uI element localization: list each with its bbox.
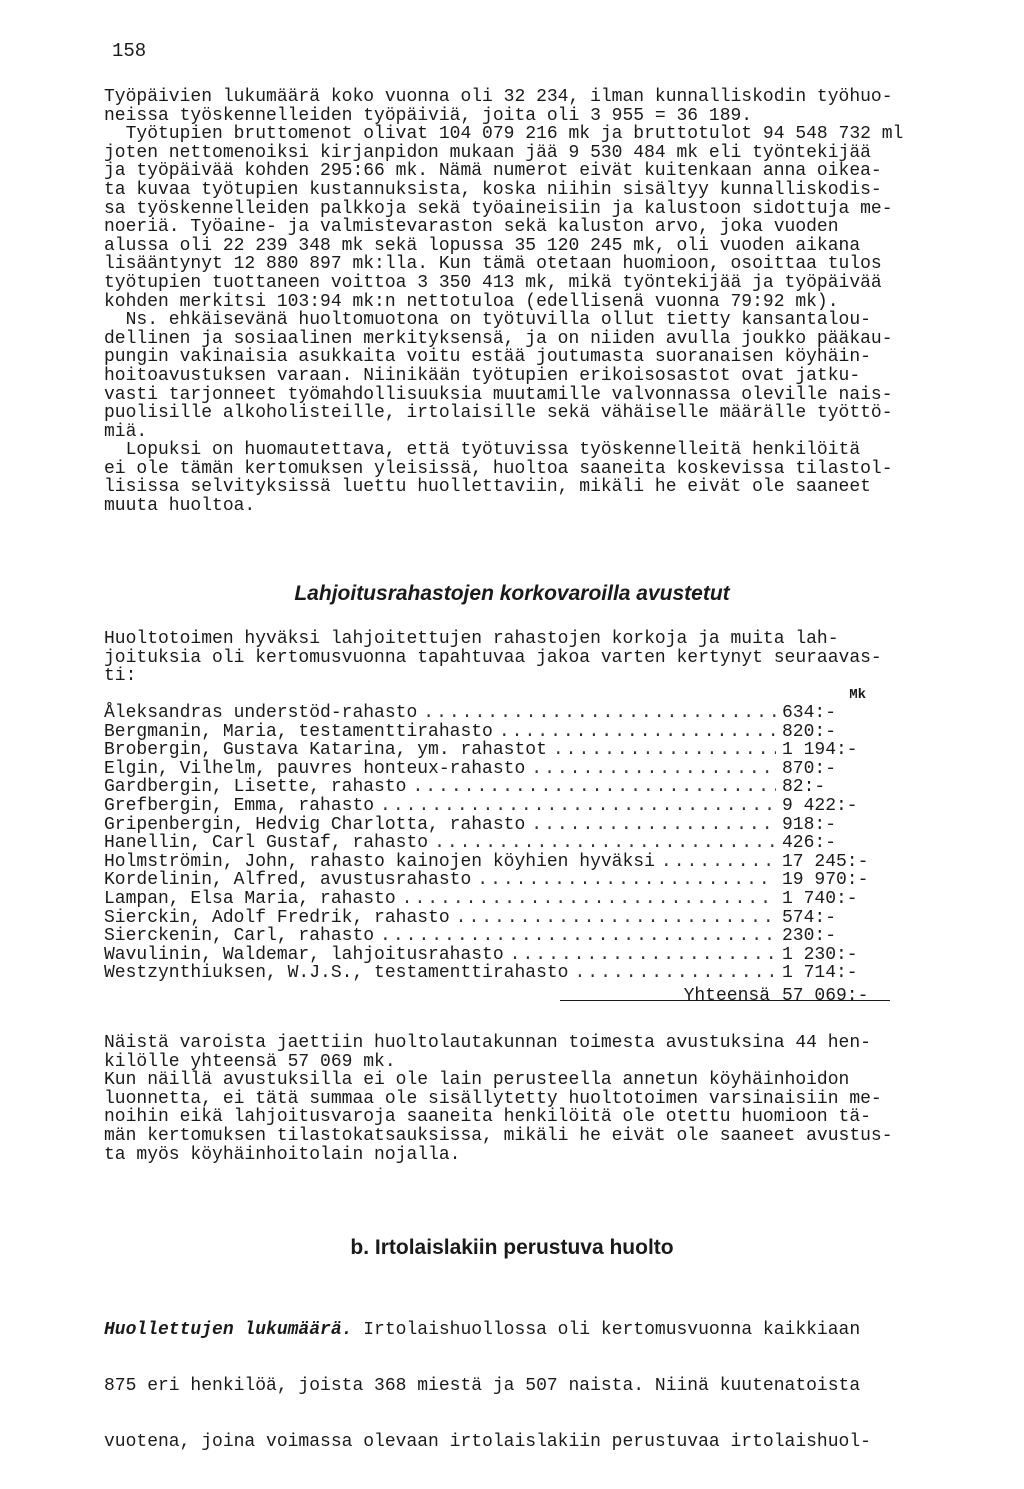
fund-row [104,853,894,872]
text-line: Kun näillä avustuksilla ei ole lain perusteella annetun köyhäinhoidon [104,1070,850,1091]
dot-leader [553,741,776,760]
text-line: sa työskennelleiden palkkoja sekä työaineisiin ja kalustoon sidottuja me- [104,198,893,219]
fund-table [104,684,894,1009]
text-line: joten nettomenoiksi kirjanpidon mukaan jää 9 530 484 mk eli työntekijää [104,142,871,163]
fund-amount: 17 245:- [782,851,869,872]
after-table-paragraphs [104,1034,974,1164]
text-line: lisääntynyt 12 880 897 mk:lla. Kun tämä otetaan huomioon, osoittaa tulos [104,254,882,275]
fund-row [104,797,894,816]
text-line: työtupien tuottaneen voittoa 3 350 413 mk, mikä työntekijää ja työpäivää [104,272,882,293]
fund-amount: 426:- [782,833,837,854]
fund-amount: 82:- [782,777,826,798]
final-paragraph [104,1284,974,1489]
dot-leader [412,778,776,797]
fund-amount: 820:- [782,721,837,742]
text-line: Näistä varoista jaettiin huoltolautakunnan toimesta avustuksina 44 hen- [104,1033,871,1053]
dot-leader [531,816,776,835]
fund-amount: 634:- [782,703,837,723]
dot-leader [380,797,776,816]
text-line: Työtupien bruttomenot olivat 104 079 216 mk ja bruttotulot 94 548 732 ml [104,124,904,145]
fund-row [104,964,894,983]
unit-header [104,684,894,704]
text-line: noeriä. Työaine- ja valmistevaraston sekä kaluston arvo, joka vuoden [104,217,839,238]
fund-amount: 1 740:- [782,888,858,909]
fund-name: Gardbergin, Lisette, rahasto [104,777,407,798]
unit-label: Mk [849,687,866,703]
page-number: 158 [112,40,147,62]
text-line: ti: [104,666,137,687]
dot-leader [499,723,776,742]
fund-row [104,871,894,890]
text-line: män kertomuksen tilastokatsauksissa, mikäli he eivät ole saaneet avustus- [104,1125,893,1146]
fund-row [104,760,894,779]
text-line: ta kuvaa työtupien kustannuksista, koska niihin sisältyy kunnalliskodis- [104,179,882,200]
total-rule [560,1000,890,1001]
text-line: kilölle yhteensä 57 069 mk. [104,1051,396,1072]
fund-row [104,741,894,760]
intro-paragraphs [104,88,974,516]
text-line: Ns. ehkäisevänä huoltomuotona on työtuvilla ollut tietty kansantalou- [104,310,871,331]
text-line: Huoltotoimen hyväksi lahjoitettujen rahastojen korkoja ja muita lah- [104,629,839,649]
fund-name: Brobergin, Gustava Katarina, ym. rahastot [104,740,547,761]
text-line: dellinen ja sosiaalinen merkityksensä, ja on niiden avulla joukko pääkau- [104,328,893,349]
fund-amount: 1 714:- [782,963,858,984]
text-line: miä. [104,421,148,442]
text-line: noihin eikä lahjoitusvaroja saaneita henkilöitä ole otettu huomioon tä- [104,1107,871,1128]
final-line-3: vuotena, joina voimassa olevaan irtolaislakiin perustuvaa irtolaishuol- [104,1431,871,1452]
fund-name: Westzynthiuksen, W.J.S., testamenttirahasto [104,963,569,984]
text-line: Työpäivien lukumäärä koko vuonna oli 32 234, ilman kunnalliskodin työhuo- [104,87,893,107]
dot-leader [574,964,776,983]
dot-leader [531,760,776,779]
fund-row [104,723,894,742]
text-line: luonnetta, ei tätä summaa ole sisällytetty huoltotoimen varsinaisiin me- [104,1088,882,1109]
fund-amount: 19 970:- [782,870,869,891]
fund-name: Bergmanin, Maria, testamenttirahasto [104,721,493,742]
section-heading: Lahjoitusrahastojen korkovaroilla avustetut [294,582,730,605]
total-amount: 57 069:- [782,985,869,1006]
dot-leader [661,853,776,872]
fund-name: Elgin, Vilhelm, pauvres honteux-rahasto [104,758,526,779]
text-line: ei ole tämän kertomuksen yleisissä, huoltoa saaneita koskevissa tilastol- [104,458,893,479]
final-line-2: 875 eri henkilöä, joista 368 miestä ja 507 naista. Niinä kuutenatoista [104,1375,861,1396]
text-line: kohden merkitsi 103:94 mk:n nettotuloa (edellisenä vuonna 79:92 mk). [104,291,839,312]
text-line: puolisille alkoholisteille, irtolaisille sekä vähäiselle määrälle työttö- [104,403,893,424]
fund-name: Åleksandras understöd-rahasto [104,703,418,723]
fund-name: Hanellin, Carl Gustaf, rahasto [104,833,429,854]
dot-leader [434,834,776,853]
fund-row [104,816,894,835]
final-line-1 [104,1321,974,1340]
fund-amount: 1 230:- [782,944,858,965]
run-in-heading: Huollettujen lukumäärä. [104,1320,353,1341]
dot-leader [380,927,776,946]
total-row [104,987,894,1009]
fund-row [104,909,894,928]
text-line: Lopuksi on huomautettava, että työtuvissa työskennelleitä henkilöitä [104,440,861,461]
fund-row [104,834,894,853]
text-line: vasti tarjonneet työmahdollisuuksia muutamille valvonnassa oleville nais- [104,384,893,405]
fund-row [104,927,894,946]
fund-name: Wavulinin, Waldemar, lahjoitusrahasto [104,944,504,965]
text-line: neissa työskennelleiden työpäiviä, joita oli 3 955 = 36 189. [104,105,753,126]
text-line: lisissa selvityksissä luettu huollettaviin, mikäli he eivät ole saaneet [104,477,871,498]
text-line: pungin vakinaisia asukkaita voitu estää joutumasta suoranaisen köyhäin- [104,347,871,368]
fund-name: Gripenbergin, Hedvig Charlotta, rahasto [104,814,526,835]
text-line: hoitoavustuksen varaan. Niinikään työtupien erikoisosastot ovat jatku- [104,365,861,386]
fund-amount: 574:- [782,907,837,928]
fund-row [104,946,894,965]
text-line: muuta huoltoa. [104,496,256,517]
subsection-heading: b. Irtolaislakiin perustuva huolto [350,1236,674,1259]
dot-leader [402,890,776,909]
fund-amount: 870:- [782,758,837,779]
fund-amount: 918:- [782,814,837,835]
fund-row [104,778,894,797]
total-label: Yhteensä [683,985,770,1006]
fund-amount: 1 194:- [782,740,858,761]
fund-row [104,704,894,723]
final-line-1-text: Irtolaishuollossa oli kertomusvuonna kaikkiaan [352,1320,861,1341]
dot-leader [510,946,776,965]
fund-name: Holmströmin, John, rahasto kainojen köyhien hyväksi [104,851,655,872]
fund-row [104,890,894,909]
fund-amount: 9 422:- [782,795,858,816]
dot-leader [456,909,776,928]
fund-rows [104,704,894,983]
fund-name: Sierckenin, Carl, rahasto [104,926,375,947]
text-line: joituksia oli kertomusvuonna tapahtuvaa jakoa varten kertynyt seuraavas- [104,647,882,668]
text-line: ta myös köyhäinhoitolain nojalla. [104,1144,461,1165]
dot-leader [477,871,776,890]
fund-name: Lampan, Elsa Maria, rahasto [104,888,396,909]
dot-leader [423,704,776,723]
text-line: alussa oli 22 239 348 mk sekä lopussa 35 120 245 mk, oli vuoden aikana [104,235,861,256]
fund-name: Kordelinin, Alfred, avustusrahasto [104,870,472,891]
text-line: ja työpäivää kohden 295:66 mk. Nämä numerot eivät kuitenkaan anna oikea- [104,161,882,182]
section-intro-paragraph [104,630,974,686]
fund-name: Grefbergin, Emma, rahasto [104,795,375,816]
fund-amount: 230:- [782,926,837,947]
fund-name: Sierckin, Adolf Fredrik, rahasto [104,907,450,928]
